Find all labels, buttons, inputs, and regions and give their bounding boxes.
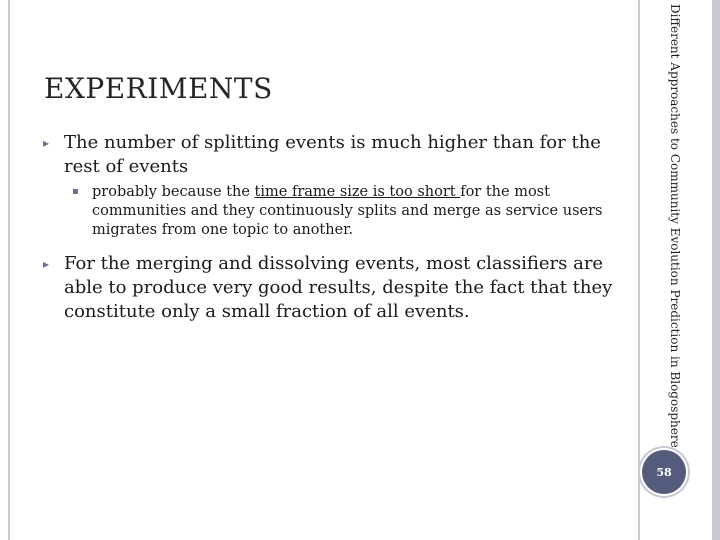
left-border-line: [8, 0, 10, 540]
sub-bullet-text-after: for the most communities and they continuously splits and merge as service users migrates from one topic to another.: [92, 184, 603, 238]
slide-title: EXPERIMENTS: [44, 72, 273, 105]
sub-bullet-marker-icon: ▪: [72, 186, 79, 197]
sub-bullet-text-before: probably because the: [92, 184, 255, 200]
sub-bullet-1: [92, 183, 612, 240]
bullet-1: The number of splitting events is much higher than for the rest of events: [64, 132, 601, 177]
bullet-marker-icon: ▸: [43, 136, 50, 150]
bullet-2: For the merging and dissolving events, most classifiers are able to produce very good results, despite the fact that they constitute only a small fraction of all events.: [64, 253, 613, 322]
right-border-line: [638, 0, 640, 540]
right-border-strip: [712, 0, 720, 540]
vertical-side-title: Different Approaches to Community Evolution Prediction in Blogosphere: [668, 4, 682, 448]
page-number-badge: [642, 450, 686, 494]
sub-bullet-underlined-text: time frame size is too short: [254, 184, 461, 200]
bullet-marker-icon: ▸: [43, 257, 50, 271]
page-number: 58: [656, 465, 672, 479]
